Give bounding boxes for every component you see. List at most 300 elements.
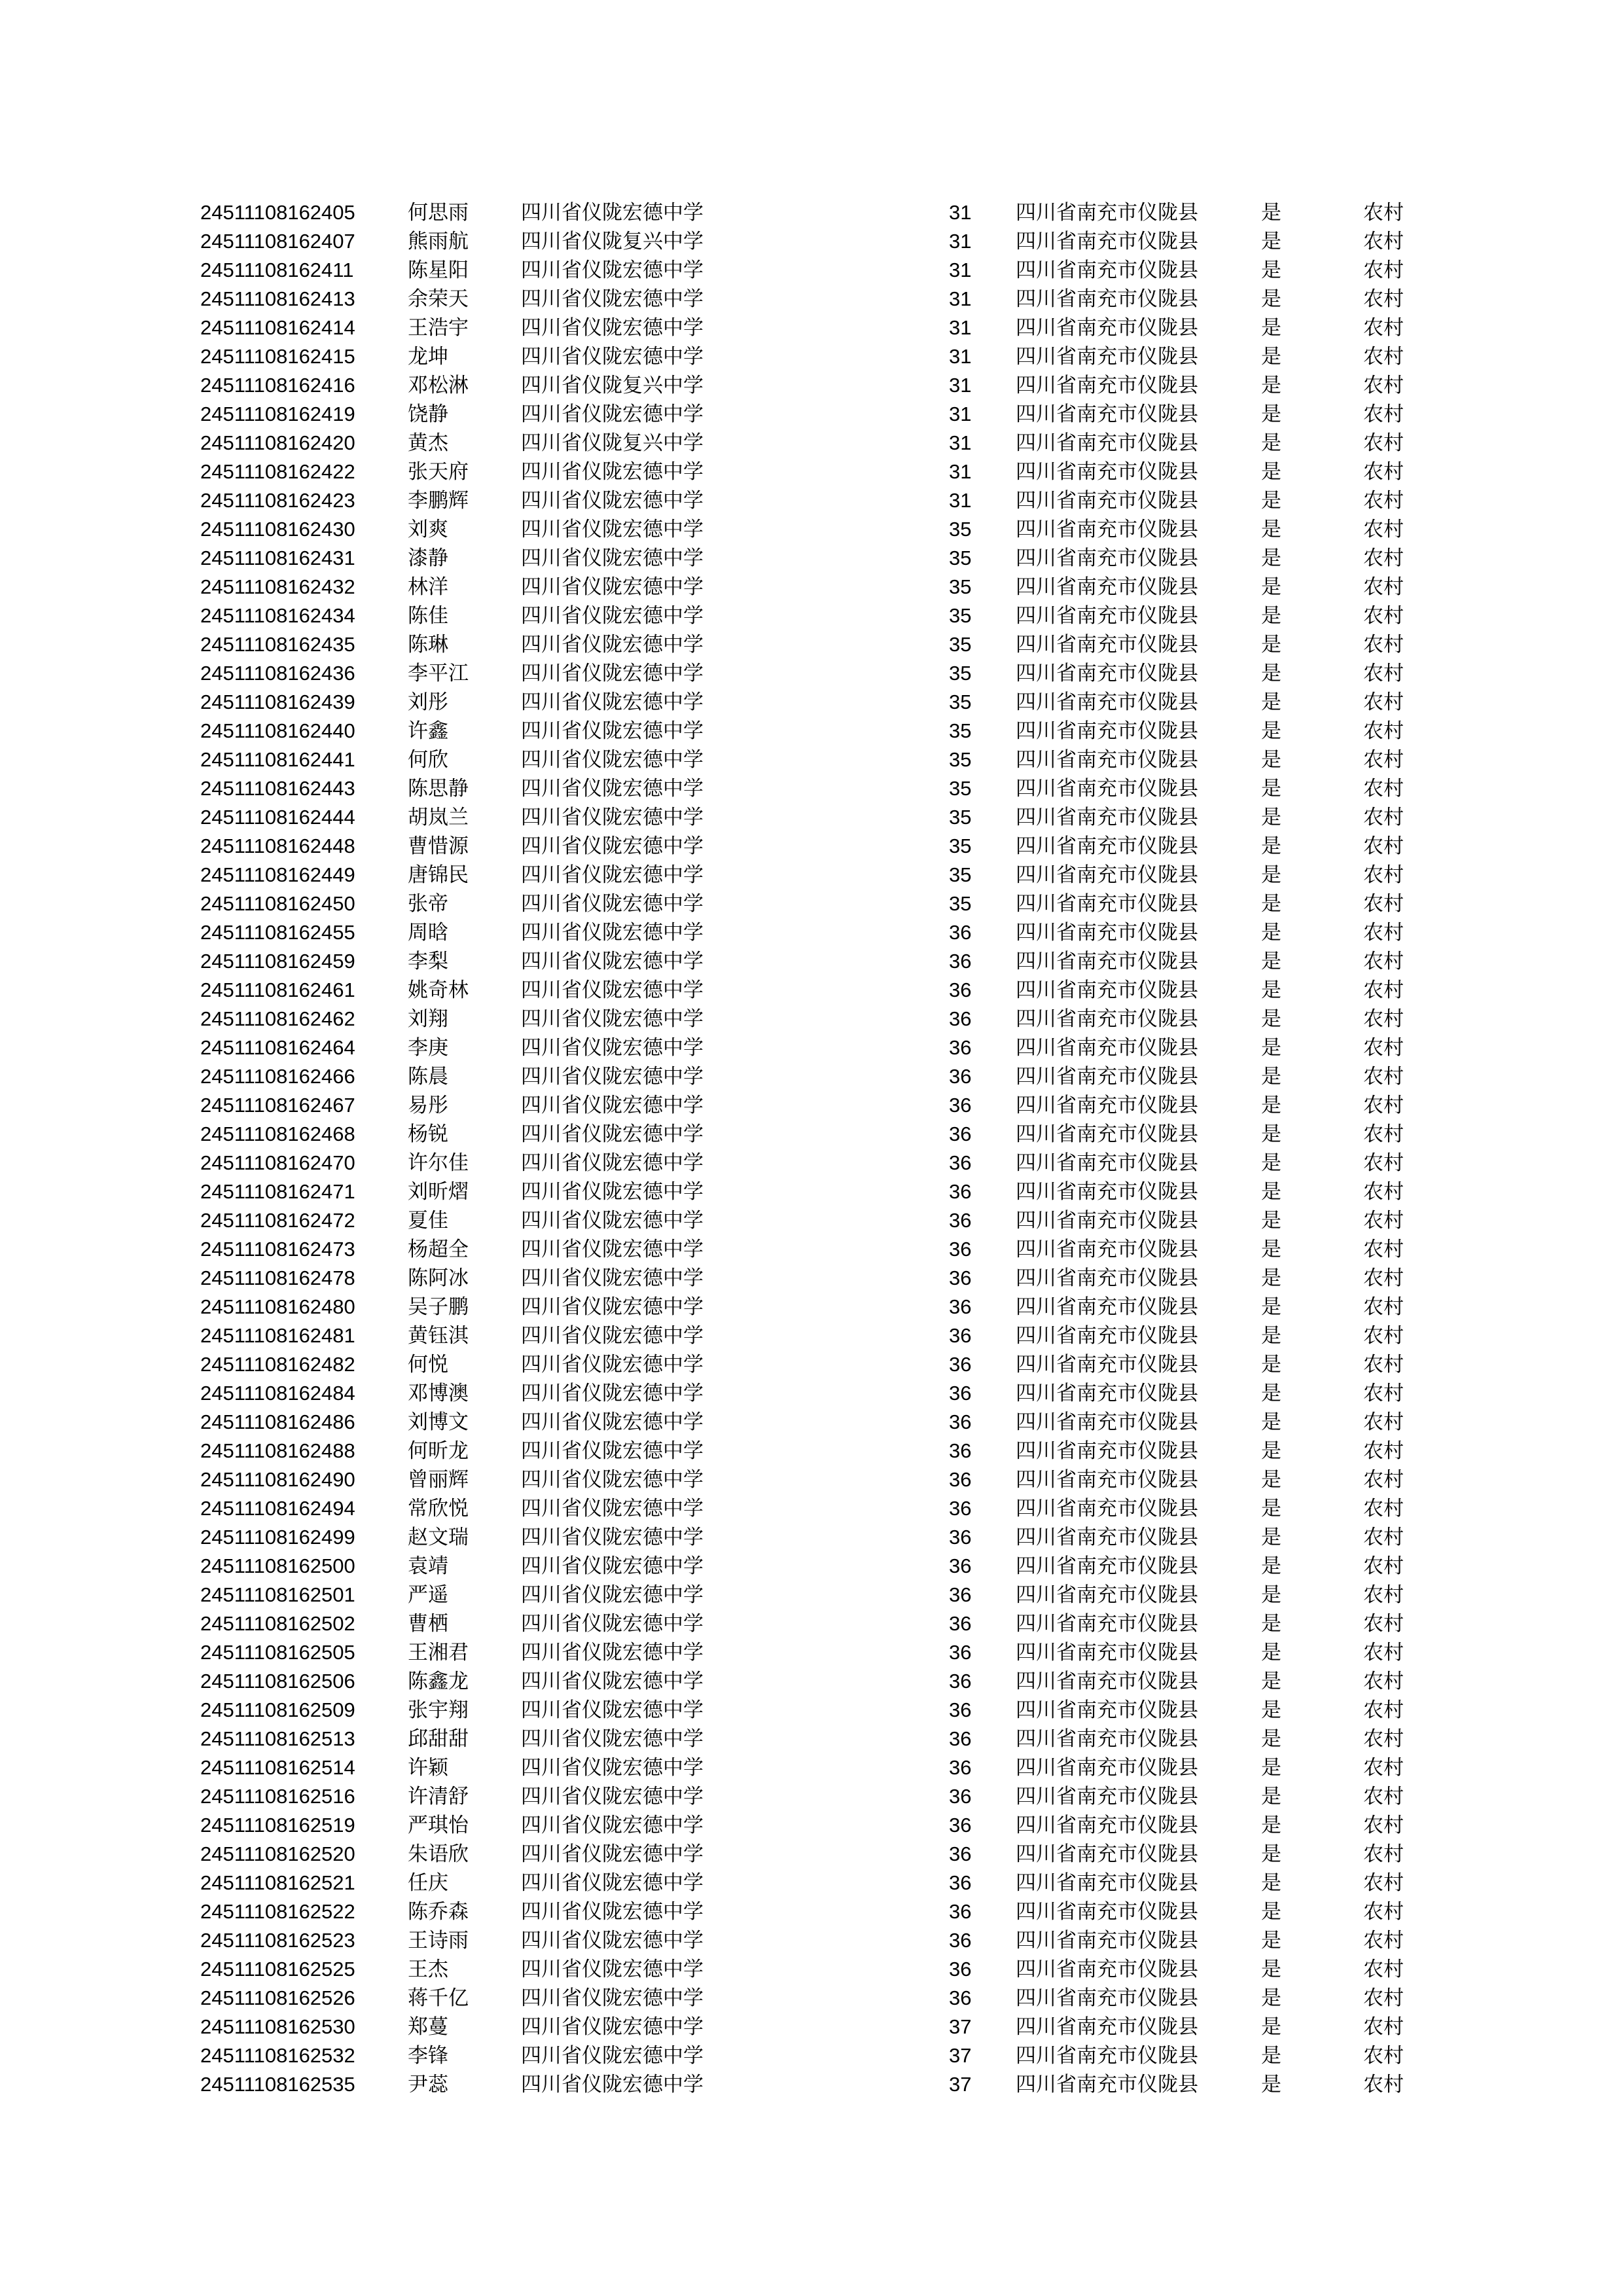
- school-name-cell: 四川省仪陇宏德中学: [521, 403, 704, 426]
- score-cell: 35: [949, 518, 972, 541]
- table-row: [0, 285, 1623, 314]
- household-type-cell: 农村: [1363, 1986, 1404, 2010]
- score-cell: 36: [949, 1238, 972, 1261]
- table-row: [0, 371, 1623, 400]
- student-name-cell: 张天府: [408, 460, 469, 484]
- student-name-cell: 吴子鹏: [408, 1295, 469, 1319]
- region-cell: 四川省南充市仪陇县: [1016, 2015, 1198, 2039]
- score-cell: 36: [949, 1497, 972, 1520]
- school-name-cell: 四川省仪陇宏德中学: [521, 259, 704, 282]
- student-id-cell: 24511108162486: [200, 1410, 355, 1433]
- household-type-cell: 农村: [1363, 1036, 1404, 1060]
- score-cell: 36: [949, 978, 972, 1001]
- table-row: [0, 659, 1623, 688]
- school-name-cell: 四川省仪陇宏德中学: [521, 1007, 704, 1031]
- school-name-cell: 四川省仪陇宏德中学: [521, 1238, 704, 1261]
- score-cell: 35: [949, 719, 972, 742]
- score-cell: 31: [949, 431, 972, 454]
- score-cell: 36: [949, 1468, 972, 1491]
- region-cell: 四川省南充市仪陇县: [1016, 1554, 1198, 1578]
- table-row: [0, 544, 1623, 573]
- region-cell: 四川省南充市仪陇县: [1016, 806, 1198, 829]
- region-cell: 四川省南充市仪陇县: [1016, 1439, 1198, 1463]
- is-eligible-cell: 是: [1261, 201, 1281, 224]
- is-eligible-cell: 是: [1261, 489, 1281, 512]
- table-row: [0, 573, 1623, 601]
- table-row: [0, 486, 1623, 515]
- school-name-cell: 四川省仪陇宏德中学: [521, 1324, 704, 1348]
- student-name-cell: 王杰: [408, 1958, 448, 1981]
- student-id-cell: 24511108162439: [200, 691, 355, 713]
- student-name-cell: 李梨: [408, 950, 448, 973]
- score-cell: 36: [949, 1641, 972, 1664]
- school-name-cell: 四川省仪陇宏德中学: [521, 662, 704, 685]
- region-cell: 四川省南充市仪陇县: [1016, 1785, 1198, 1808]
- student-name-cell: 许颖: [408, 1756, 448, 1780]
- student-name-cell: 曹惜源: [408, 834, 469, 858]
- student-id-cell: 24511108162423: [200, 489, 355, 512]
- household-type-cell: 农村: [1363, 2073, 1404, 2096]
- score-cell: 36: [949, 1122, 972, 1145]
- school-name-cell: 四川省仪陇宏德中学: [521, 777, 704, 800]
- table-row: [0, 601, 1623, 630]
- table-row: [0, 918, 1623, 947]
- school-name-cell: 四川省仪陇宏德中学: [521, 1122, 704, 1146]
- household-type-cell: 农村: [1363, 1238, 1404, 1261]
- student-name-cell: 何昕龙: [408, 1439, 469, 1463]
- table-row: [0, 1206, 1623, 1235]
- household-type-cell: 农村: [1363, 1497, 1404, 1520]
- table-row: [0, 2013, 1623, 2041]
- student-name-cell: 任庆: [408, 1871, 448, 1895]
- student-id-cell: 24511108162466: [200, 1065, 355, 1088]
- score-cell: 36: [949, 1785, 972, 1808]
- student-id-cell: 24511108162461: [200, 978, 355, 1001]
- region-cell: 四川省南充市仪陇县: [1016, 374, 1198, 397]
- student-name-cell: 蒋千亿: [408, 1986, 469, 2010]
- table-row: [0, 2070, 1623, 2099]
- student-name-cell: 刘爽: [408, 518, 448, 541]
- school-name-cell: 四川省仪陇宏德中学: [521, 806, 704, 829]
- student-id-cell: 24511108162484: [200, 1382, 355, 1405]
- student-id-cell: 24511108162509: [200, 1698, 355, 1721]
- household-type-cell: 农村: [1363, 489, 1404, 512]
- region-cell: 四川省南充市仪陇县: [1016, 1583, 1198, 1607]
- is-eligible-cell: 是: [1261, 1756, 1281, 1780]
- school-name-cell: 四川省仪陇宏德中学: [521, 460, 704, 484]
- region-cell: 四川省南充市仪陇县: [1016, 230, 1198, 253]
- student-name-cell: 林洋: [408, 575, 448, 599]
- table-row: [0, 1667, 1623, 1696]
- region-cell: 四川省南充市仪陇县: [1016, 1410, 1198, 1434]
- score-cell: 36: [949, 1065, 972, 1088]
- score-cell: 31: [949, 287, 972, 310]
- is-eligible-cell: 是: [1261, 777, 1281, 800]
- student-id-cell: 24511108162473: [200, 1238, 355, 1261]
- region-cell: 四川省南充市仪陇县: [1016, 921, 1198, 944]
- household-type-cell: 农村: [1363, 201, 1404, 224]
- school-name-cell: 四川省仪陇宏德中学: [521, 892, 704, 916]
- region-cell: 四川省南充市仪陇县: [1016, 1842, 1198, 1866]
- student-name-cell: 李平江: [408, 662, 469, 685]
- household-type-cell: 农村: [1363, 2015, 1404, 2039]
- is-eligible-cell: 是: [1261, 1266, 1281, 1290]
- student-id-cell: 24511108162443: [200, 777, 355, 800]
- region-cell: 四川省南充市仪陇县: [1016, 1814, 1198, 1837]
- household-type-cell: 农村: [1363, 547, 1404, 570]
- student-id-cell: 24511108162523: [200, 1929, 355, 1952]
- household-type-cell: 农村: [1363, 662, 1404, 685]
- table-row: [0, 976, 1623, 1005]
- is-eligible-cell: 是: [1261, 1036, 1281, 1060]
- school-name-cell: 四川省仪陇宏德中学: [521, 748, 704, 772]
- student-name-cell: 陈阿冰: [408, 1266, 469, 1290]
- school-name-cell: 四川省仪陇宏德中学: [521, 201, 704, 224]
- household-type-cell: 农村: [1363, 374, 1404, 397]
- student-id-cell: 24511108162500: [200, 1554, 355, 1577]
- student-name-cell: 许尔佳: [408, 1151, 469, 1175]
- score-cell: 36: [949, 1094, 972, 1117]
- score-cell: 35: [949, 863, 972, 886]
- score-cell: 35: [949, 604, 972, 627]
- score-cell: 36: [949, 1439, 972, 1462]
- student-id-cell: 24511108162472: [200, 1209, 355, 1232]
- score-cell: 36: [949, 1324, 972, 1347]
- student-name-cell: 黄钰淇: [408, 1324, 469, 1348]
- score-cell: 36: [949, 1410, 972, 1433]
- school-name-cell: 四川省仪陇宏德中学: [521, 1871, 704, 1895]
- table-row: [0, 688, 1623, 717]
- table-row: [0, 889, 1623, 918]
- household-type-cell: 农村: [1363, 1382, 1404, 1405]
- household-type-cell: 农村: [1363, 1958, 1404, 1981]
- table-row: [0, 1350, 1623, 1379]
- student-name-cell: 李庚: [408, 1036, 448, 1060]
- student-name-cell: 陈佳: [408, 604, 448, 628]
- student-id-cell: 24511108162468: [200, 1122, 355, 1145]
- score-cell: 37: [949, 2015, 972, 2038]
- score-cell: 35: [949, 777, 972, 800]
- household-type-cell: 农村: [1363, 1151, 1404, 1175]
- score-cell: 31: [949, 201, 972, 224]
- table-row: [0, 400, 1623, 429]
- household-type-cell: 农村: [1363, 1785, 1404, 1808]
- school-name-cell: 四川省仪陇宏德中学: [521, 1439, 704, 1463]
- household-type-cell: 农村: [1363, 1727, 1404, 1751]
- score-cell: 35: [949, 662, 972, 685]
- table-row: [0, 1149, 1623, 1177]
- student-id-cell: 24511108162530: [200, 2015, 355, 2038]
- household-type-cell: 农村: [1363, 777, 1404, 800]
- household-type-cell: 农村: [1363, 1842, 1404, 1866]
- household-type-cell: 农村: [1363, 863, 1404, 887]
- region-cell: 四川省南充市仪陇县: [1016, 1122, 1198, 1146]
- is-eligible-cell: 是: [1261, 230, 1281, 253]
- household-type-cell: 农村: [1363, 1612, 1404, 1636]
- student-name-cell: 夏佳: [408, 1209, 448, 1232]
- table-row: [0, 1321, 1623, 1350]
- student-name-cell: 王诗雨: [408, 1929, 469, 1952]
- table-row: [0, 1437, 1623, 1465]
- school-name-cell: 四川省仪陇宏德中学: [521, 834, 704, 858]
- student-id-cell: 24511108162480: [200, 1295, 355, 1318]
- table-row: [0, 1379, 1623, 1408]
- household-type-cell: 农村: [1363, 431, 1404, 455]
- student-id-cell: 24511108162505: [200, 1641, 355, 1664]
- is-eligible-cell: 是: [1261, 1410, 1281, 1434]
- score-cell: 36: [949, 1209, 972, 1232]
- school-name-cell: 四川省仪陇宏德中学: [521, 1295, 704, 1319]
- student-name-cell: 陈思静: [408, 777, 469, 800]
- school-name-cell: 四川省仪陇宏德中学: [521, 1727, 704, 1751]
- is-eligible-cell: 是: [1261, 1324, 1281, 1348]
- student-name-cell: 何悦: [408, 1353, 448, 1376]
- school-name-cell: 四川省仪陇宏德中学: [521, 2015, 704, 2039]
- is-eligible-cell: 是: [1261, 1180, 1281, 1204]
- student-id-cell: 24511108162513: [200, 1727, 355, 1750]
- is-eligible-cell: 是: [1261, 1065, 1281, 1088]
- school-name-cell: 四川省仪陇宏德中学: [521, 1180, 704, 1204]
- table-row: [0, 1465, 1623, 1494]
- is-eligible-cell: 是: [1261, 518, 1281, 541]
- household-type-cell: 农村: [1363, 1180, 1404, 1204]
- student-name-cell: 易彤: [408, 1094, 448, 1117]
- student-id-cell: 24511108162520: [200, 1842, 355, 1865]
- is-eligible-cell: 是: [1261, 1842, 1281, 1866]
- is-eligible-cell: 是: [1261, 748, 1281, 772]
- is-eligible-cell: 是: [1261, 1238, 1281, 1261]
- region-cell: 四川省南充市仪陇县: [1016, 719, 1198, 743]
- student-name-cell: 何思雨: [408, 201, 469, 224]
- student-id-cell: 24511108162420: [200, 431, 355, 454]
- is-eligible-cell: 是: [1261, 1151, 1281, 1175]
- student-id-cell: 24511108162467: [200, 1094, 355, 1117]
- student-id-cell: 24511108162430: [200, 518, 355, 541]
- household-type-cell: 农村: [1363, 834, 1404, 858]
- score-cell: 36: [949, 1698, 972, 1721]
- student-id-cell: 24511108162441: [200, 748, 355, 771]
- table-row: [0, 457, 1623, 486]
- student-name-cell: 姚奇林: [408, 978, 469, 1002]
- region-cell: 四川省南充市仪陇县: [1016, 259, 1198, 282]
- student-id-cell: 24511108162434: [200, 604, 355, 627]
- table-row: [0, 1552, 1623, 1581]
- school-name-cell: 四川省仪陇宏德中学: [521, 1814, 704, 1837]
- score-cell: 31: [949, 345, 972, 368]
- student-name-cell: 严琪怡: [408, 1814, 469, 1837]
- table-row: [0, 774, 1623, 803]
- student-name-cell: 郑蔓: [408, 2015, 448, 2039]
- student-name-cell: 常欣悦: [408, 1497, 469, 1520]
- student-id-cell: 24511108162521: [200, 1871, 355, 1894]
- school-name-cell: 四川省仪陇宏德中学: [521, 1094, 704, 1117]
- student-id-cell: 24511108162488: [200, 1439, 355, 1462]
- household-type-cell: 农村: [1363, 1698, 1404, 1722]
- is-eligible-cell: 是: [1261, 1958, 1281, 1981]
- region-cell: 四川省南充市仪陇县: [1016, 1986, 1198, 2010]
- school-name-cell: 四川省仪陇复兴中学: [521, 374, 704, 397]
- student-name-cell: 陈乔森: [408, 1900, 469, 1924]
- student-name-cell: 刘彤: [408, 691, 448, 714]
- student-id-cell: 24511108162481: [200, 1324, 355, 1347]
- score-cell: 36: [949, 1929, 972, 1952]
- region-cell: 四川省南充市仪陇县: [1016, 834, 1198, 858]
- school-name-cell: 四川省仪陇宏德中学: [521, 1929, 704, 1952]
- table-row: [0, 1581, 1623, 1609]
- student-id-cell: 24511108162413: [200, 287, 355, 310]
- student-name-cell: 龙坤: [408, 345, 448, 368]
- region-cell: 四川省南充市仪陇县: [1016, 1526, 1198, 1549]
- score-cell: 31: [949, 403, 972, 425]
- score-cell: 36: [949, 1612, 972, 1635]
- score-cell: 31: [949, 489, 972, 512]
- student-name-cell: 许鑫: [408, 719, 448, 743]
- table-row: [0, 1696, 1623, 1725]
- student-name-cell: 严遥: [408, 1583, 448, 1607]
- region-cell: 四川省南充市仪陇县: [1016, 1900, 1198, 1924]
- is-eligible-cell: 是: [1261, 1785, 1281, 1808]
- region-cell: 四川省南充市仪陇县: [1016, 863, 1198, 887]
- student-id-cell: 24511108162419: [200, 403, 355, 425]
- household-type-cell: 农村: [1363, 575, 1404, 599]
- student-id-cell: 24511108162501: [200, 1583, 355, 1606]
- student-id-cell: 24511108162416: [200, 374, 355, 397]
- student-id-cell: 24511108162490: [200, 1468, 355, 1491]
- student-name-cell: 余荣天: [408, 287, 469, 311]
- table-row: [0, 1897, 1623, 1926]
- student-name-cell: 何欣: [408, 748, 448, 772]
- score-cell: 31: [949, 230, 972, 253]
- is-eligible-cell: 是: [1261, 662, 1281, 685]
- household-type-cell: 农村: [1363, 1900, 1404, 1924]
- score-cell: 37: [949, 2073, 972, 2096]
- household-type-cell: 农村: [1363, 1209, 1404, 1232]
- region-cell: 四川省南充市仪陇县: [1016, 1382, 1198, 1405]
- score-cell: 36: [949, 1842, 972, 1865]
- score-cell: 36: [949, 1958, 972, 1981]
- table-row: [0, 515, 1623, 544]
- student-id-cell: 24511108162432: [200, 575, 355, 598]
- region-cell: 四川省南充市仪陇县: [1016, 892, 1198, 916]
- student-id-cell: 24511108162519: [200, 1814, 355, 1837]
- household-type-cell: 农村: [1363, 1526, 1404, 1549]
- table-row: [0, 429, 1623, 457]
- school-name-cell: 四川省仪陇宏德中学: [521, 1986, 704, 2010]
- region-cell: 四川省南充市仪陇县: [1016, 1641, 1198, 1664]
- score-cell: 31: [949, 316, 972, 339]
- student-name-cell: 许清舒: [408, 1785, 469, 1808]
- region-cell: 四川省南充市仪陇县: [1016, 1929, 1198, 1952]
- is-eligible-cell: 是: [1261, 1209, 1281, 1232]
- table-row: [0, 717, 1623, 745]
- school-name-cell: 四川省仪陇宏德中学: [521, 950, 704, 973]
- student-id-cell: 24511108162526: [200, 1986, 355, 2009]
- region-cell: 四川省南充市仪陇县: [1016, 1612, 1198, 1636]
- school-name-cell: 四川省仪陇宏德中学: [521, 863, 704, 887]
- household-type-cell: 农村: [1363, 1468, 1404, 1492]
- table-row: [0, 1177, 1623, 1206]
- student-id-cell: 24511108162502: [200, 1612, 355, 1635]
- student-id-cell: 24511108162407: [200, 230, 355, 253]
- score-cell: 35: [949, 575, 972, 598]
- score-cell: 31: [949, 460, 972, 483]
- score-cell: 36: [949, 1180, 972, 1203]
- region-cell: 四川省南充市仪陇县: [1016, 633, 1198, 656]
- school-name-cell: 四川省仪陇宏德中学: [521, 1785, 704, 1808]
- table-row: [0, 1264, 1623, 1293]
- school-name-cell: 四川省仪陇宏德中学: [521, 287, 704, 311]
- student-name-cell: 漆静: [408, 547, 448, 570]
- score-cell: 35: [949, 834, 972, 857]
- is-eligible-cell: 是: [1261, 1468, 1281, 1492]
- region-cell: 四川省南充市仪陇县: [1016, 287, 1198, 311]
- student-name-cell: 陈星阳: [408, 259, 469, 282]
- school-name-cell: 四川省仪陇宏德中学: [521, 1266, 704, 1290]
- region-cell: 四川省南充市仪陇县: [1016, 489, 1198, 512]
- household-type-cell: 农村: [1363, 950, 1404, 973]
- student-id-cell: 24511108162462: [200, 1007, 355, 1030]
- is-eligible-cell: 是: [1261, 1641, 1281, 1664]
- student-id-cell: 24511108162471: [200, 1180, 355, 1203]
- region-cell: 四川省南充市仪陇县: [1016, 1238, 1198, 1261]
- student-name-cell: 朱语欣: [408, 1842, 469, 1866]
- region-cell: 四川省南充市仪陇县: [1016, 691, 1198, 714]
- score-cell: 36: [949, 1036, 972, 1059]
- region-cell: 四川省南充市仪陇县: [1016, 575, 1198, 599]
- score-cell: 36: [949, 1353, 972, 1376]
- region-cell: 四川省南充市仪陇县: [1016, 1266, 1198, 1290]
- student-name-cell: 张帝: [408, 892, 448, 916]
- student-name-cell: 曹栖: [408, 1612, 448, 1636]
- region-cell: 四川省南充市仪陇县: [1016, 1497, 1198, 1520]
- school-name-cell: 四川省仪陇宏德中学: [521, 1382, 704, 1405]
- region-cell: 四川省南充市仪陇县: [1016, 604, 1198, 628]
- household-type-cell: 农村: [1363, 1641, 1404, 1664]
- is-eligible-cell: 是: [1261, 691, 1281, 714]
- is-eligible-cell: 是: [1261, 1900, 1281, 1924]
- student-id-cell: 24511108162532: [200, 2044, 355, 2067]
- is-eligible-cell: 是: [1261, 431, 1281, 455]
- is-eligible-cell: 是: [1261, 892, 1281, 916]
- region-cell: 四川省南充市仪陇县: [1016, 316, 1198, 340]
- student-name-cell: 刘翔: [408, 1007, 448, 1031]
- is-eligible-cell: 是: [1261, 1353, 1281, 1376]
- school-name-cell: 四川省仪陇宏德中学: [521, 547, 704, 570]
- household-type-cell: 农村: [1363, 1295, 1404, 1319]
- is-eligible-cell: 是: [1261, 1295, 1281, 1319]
- region-cell: 四川省南充市仪陇县: [1016, 1180, 1198, 1204]
- student-id-cell: 24511108162448: [200, 834, 355, 857]
- score-cell: 31: [949, 374, 972, 397]
- household-type-cell: 农村: [1363, 403, 1404, 426]
- school-name-cell: 四川省仪陇宏德中学: [521, 489, 704, 512]
- school-name-cell: 四川省仪陇宏德中学: [521, 2044, 704, 2068]
- table-row: [0, 947, 1623, 976]
- table-row: [0, 1725, 1623, 1753]
- student-id-cell: 24511108162450: [200, 892, 355, 915]
- table-row: [0, 1005, 1623, 1033]
- household-type-cell: 农村: [1363, 1583, 1404, 1607]
- student-name-cell: 陈晨: [408, 1065, 448, 1088]
- region-cell: 四川省南充市仪陇县: [1016, 978, 1198, 1002]
- region-cell: 四川省南充市仪陇县: [1016, 2044, 1198, 2068]
- student-name-cell: 周晗: [408, 921, 448, 944]
- household-type-cell: 农村: [1363, 1439, 1404, 1463]
- score-cell: 36: [949, 1814, 972, 1837]
- school-name-cell: 四川省仪陇宏德中学: [521, 1842, 704, 1866]
- region-cell: 四川省南充市仪陇县: [1016, 1670, 1198, 1693]
- score-cell: 36: [949, 950, 972, 973]
